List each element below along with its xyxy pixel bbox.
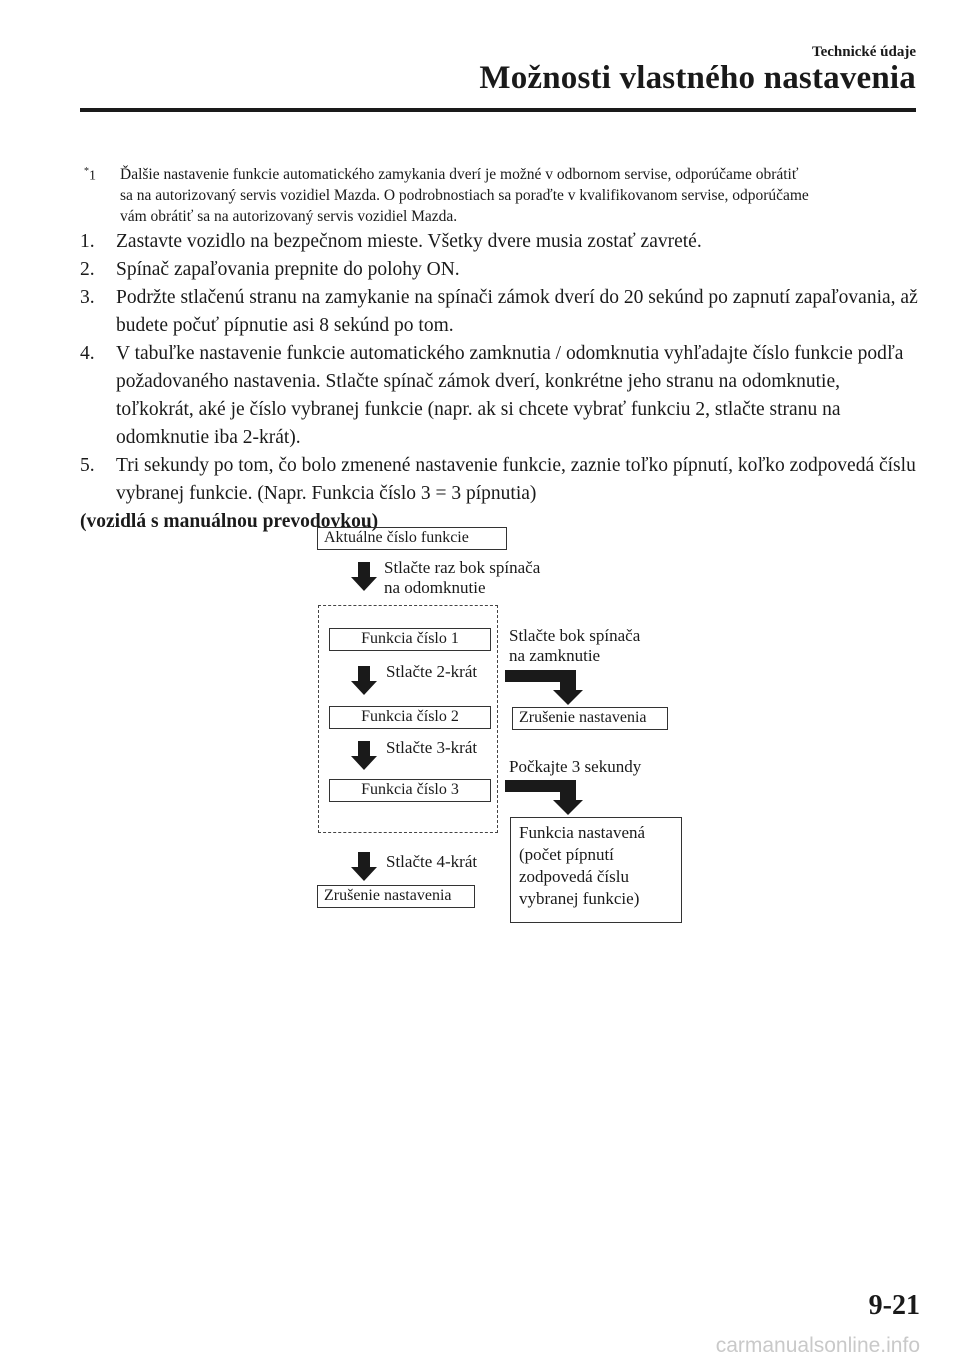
step-text: Podržte stlačenú stranu na zamykanie na spínači zámok dverí do 20 sekúnd po zapnutí zapaľovania, až budete počuť pípnutie asi 8 sekúnd po tom. [116,287,918,336]
press-lock-label-1: Stlačte bok spínača [509,626,641,645]
down-arrow-icon [349,562,379,592]
footnote-line: sa na autorizovaný servis vozidiel Mazda. O podrobnostiach sa poraďte v kvalifikovanom servise, odporúčame [120,187,809,204]
bent-arrow-icon [505,780,585,816]
bent-arrow-icon [505,670,585,706]
step-text: Spínač zapaľovania prepnite do polohy ON. [116,259,460,280]
step-text: V tabuľke nastavenie funkcie automatického zamknutia / odomknutia vyhľadajte číslo funkcie podľa požadovaného nastavenia. Stlačte spínač zámok dverí, konkrétne jeho stranu na odomknutie, toľkokrát, aké je číslo vybranej funkcie (napr. ak si chcete vybrať funkciu 2, stlačte stranu na odomknutie iba 2-krát). [116,343,904,448]
footnote-text [120,164,920,227]
footnote-line: vám obrátiť sa na autorizovaný servis vozidiel Mazda. [120,208,458,225]
down-arrow-icon [349,666,379,696]
step-item [80,284,920,340]
press-3-label: Stlačte 3-krát [386,738,478,757]
footnote-marker: *1 [84,166,96,184]
press-once-label-2: na odomknutie [384,578,486,597]
result-line: Funkcia nastavená [519,823,646,842]
step-item [80,340,920,452]
step-number: 1. [80,231,95,252]
instruction-steps [80,228,920,536]
step-item [80,452,920,508]
watermark: carmanualsonline.info [715,1334,920,1357]
subheading: (vozidlá s manuálnou prevodovkou) [80,511,379,532]
page-title: Možnosti vlastného nastavenia [479,60,916,96]
step-number: 2. [80,259,95,280]
step-item [80,228,920,256]
function-3-box: Funkcia číslo 3 [329,779,491,802]
footnote-mark-number: 1 [89,168,96,184]
result-line: zodpovedá číslu [519,867,629,886]
step-number: 4. [80,343,95,364]
down-arrow-icon [349,741,379,771]
step-text: Zastavte vozidlo na bezpečnom mieste. Všetky dvere musia zostať zavreté. [116,231,702,252]
step-item [80,256,920,284]
step-text: Tri sekundy po tom, čo bolo zmenené nastavenie funkcie, zaznie toľko pípnutí, koľko zodpovedá číslu vybranej funkcie. (Napr. Funkcia číslo 3 = 3 pípnutia) [116,455,916,504]
press-lock-label-2: na zamknutie [509,646,601,665]
footnote-line: Ďalšie nastavenie funkcie automatického zamykania dverí je možné v odbornom servise, odporúčame obrátiť [120,166,799,183]
press-2-label: Stlačte 2-krát [386,662,478,681]
result-line: (počet pípnutí [519,845,614,864]
step-number: 5. [80,455,95,476]
result-line: vybranej funkcie) [519,889,640,908]
section-label: Technické údaje [811,44,916,60]
cancel-setting-box-bottom: Zrušenie nastavenia [317,885,475,908]
press-once-label-1: Stlačte raz bok spínača [384,558,541,577]
header-divider [80,108,916,112]
function-set-result-box [510,817,682,923]
press-4-label: Stlačte 4-krát [386,852,478,871]
page-number: 9-21 [868,1290,920,1321]
current-function-box: Aktuálne číslo funkcie [317,527,507,550]
function-2-box: Funkcia číslo 2 [329,706,491,729]
function-1-box: Funkcia číslo 1 [329,628,491,651]
down-arrow-icon [349,852,379,882]
cancel-setting-box-right: Zrušenie nastavenia [512,707,668,730]
step-number: 3. [80,287,95,308]
wait-label: Počkajte 3 sekundy [509,757,642,776]
